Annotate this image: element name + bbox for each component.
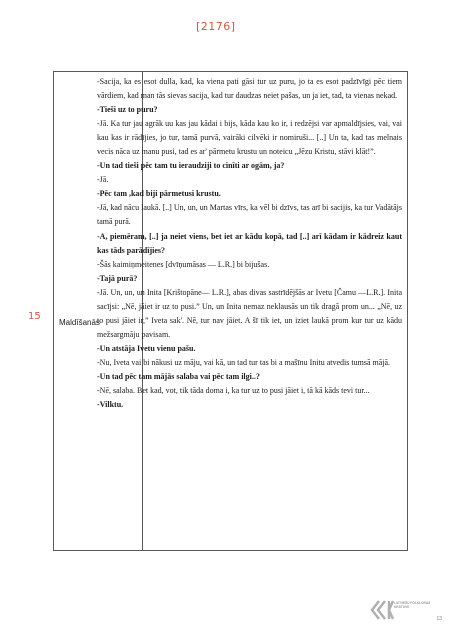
interviewer-question: -Un tad pēc tam mājās salaba vai pēc tam ilgi..? [97,371,260,381]
margin-note-handwritten: 15 [28,311,41,322]
informant-answer: -Nē, salaba. Bet kad, vot, tik tāda doma i, ka tur uz to pusi jāiet i, tā kā kāds tevi tur... [97,386,370,396]
informant-answer: -Jā. Ka tur jau agrāk uu kas jau kādai i bijs, kāda kau ko ir, i redzējsi var apmaldījsies, vai, vai kau kas ir rādījies, jo tur, tamā purvā, vairāki cilvēki ir nomiruši... [..] Un ta, kad tas melnais vecis nāca uz manu pusi, tad es ar' pārmetu krustu un noteicu „Jēzu Kristu, stāvi klāt!”. [97,119,402,157]
page-number: 13 [436,616,442,622]
row-label: Maldīšanās [59,318,100,327]
interviewer-question: -Tajā purā? [97,273,138,283]
dialogue-column [97,75,402,412]
interviewer-question: -Pēc tam ,kad biji pārmetusi krustu. [97,189,221,199]
logo-text: LATVIEŠU FOLKLORAS KRĀTUVE [394,601,431,609]
archive-logo [370,598,440,622]
interviewer-question: -Un tad tieši pēc tam tu ieraudziji to cinīti ar ogām, ja? [97,161,285,171]
interviewer-question: -Tieši uz to puru? [97,105,158,115]
archive-number-handwritten: [2176] [196,20,236,33]
informant-answer: -Jā. Un, un, un Inita [Krištopāne— L.R.], abas divas sastrīdējšās ar Ivetu [Čamu —L.R.]. Inita sacījsi: „Nē, jāiet ir uz to pusi.” Un, un Inita nemaz neklausās un tik dragā prom un... „Nē, uz to pusi jāiet ir,” Iveta sak'. Nē, tur nav jāiet. A šī tik iet, un iziet laukā prom kur tur uz kādu mežsargmāju pavisam. [97,287,402,339]
informant-answer: -Jā. [97,175,109,185]
interviewer-question: -Vilktu. [97,400,124,410]
informant-answer: -Jā, kad nācu laukā. [..] Un, un, un Martas vīrs, ka vēl bi dzīvs, tas arī bi sacijis, ka tur Vadātājs tamā purā. [97,203,402,227]
interviewer-question: -Un atstāja Ivetu vienu pašu. [97,343,196,353]
logo-chevrons-icon [370,598,394,622]
interviewer-question: -A, piemēram, [..] ja neiet viens, bet iet ar kādu kopā, tad [..] arī kādam ir kādreiz kaut kas tāds parādījies? [97,231,402,255]
informant-answer: -Šās kaimiņmeitenes [dvīņumāsas — L.R.] bi bijušas. [97,259,270,269]
informant-answer: -Sacija, ka es esot dulla, kad, ka viena pati gāsi tur uz puru, jo ta es esot padzīvīgi pēc tiem vārdiem, kad man tās sievas sacija, kad tur daudzas neiet pašas, un ja iet, tad, ta vienas nekad. [97,77,402,101]
informant-answer: -Nu, Iveta vai bi nākusi uz māju, vai kā, un tad tur tas bi a mašīnu Initu atvedis tumsā mājā. [97,357,391,367]
